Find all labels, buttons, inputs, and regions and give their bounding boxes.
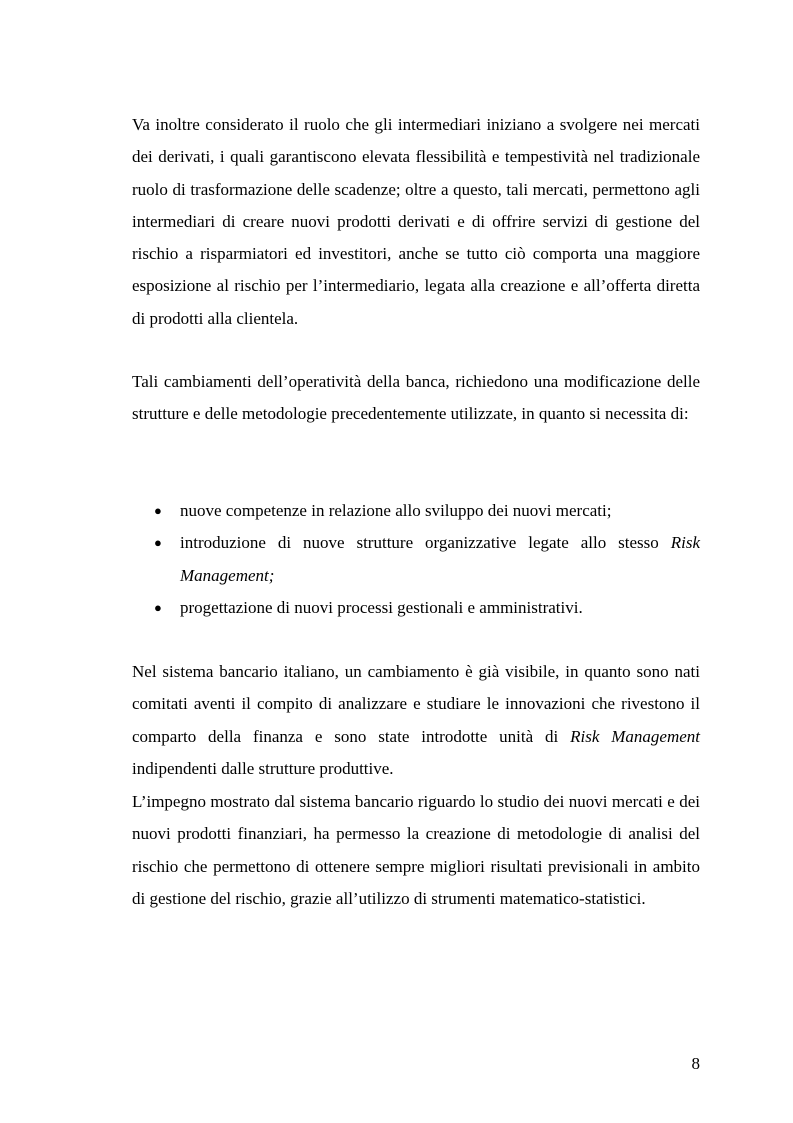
- paragraph-cambiamenti-operativita: Tali cambiamenti dell’operatività della banca, richiedono una modificazione delle strutture e delle metodologie precedentemente utilizzate, in quanto si necessita di:: [132, 372, 700, 424]
- page-number: 8: [691, 1054, 700, 1073]
- bullet-icon: ●: [154, 535, 162, 551]
- bullet-icon: ●: [154, 503, 162, 518]
- paragraph-impegno-sistema: L’impegno mostrato dal sistema bancario riguardo lo studio dei nuovi mercati e dei nuovi prodotti finanziari, ha permesso la creazione di metodologie di analisi del rischio che permettono di ottenere sempre migliori risultati previsionali in ambito di gestione del rischio, grazie all’utilizzo di strumenti matematico-statistici.: [132, 792, 700, 908]
- list-item: [132, 495, 700, 527]
- bullet-list: [132, 495, 700, 624]
- list-item-italic-text: Risk Management;: [180, 533, 700, 585]
- paragraph-intermediari-derivati: Va inoltre considerato il ruolo che gli intermediari iniziano a svolgere nei mercati dei derivati, i quali garantiscono elevata flessibilità e tempestività nel tradizionale ruolo di trasformazione delle scadenze; oltre a questo, tali mercati, permettono agli intermediari di creare nuovi prodotti derivati e di offrire servizi di gestione del rischio a risparmiatori ed investitori, anche se tutto ciò comporta una maggiore esposizione al rischio per l’intermediario, legata alla creazione e all’offerta diretta di prodotti alla clientela.: [132, 115, 700, 328]
- list-item-text: progettazione di nuovi processi gestionali e amministrativi.: [180, 597, 583, 617]
- list-item: [132, 592, 700, 624]
- paragraph-text: indipendenti dalle strutture produttive.: [132, 758, 394, 778]
- paragraph-text: Nel sistema bancario italiano, un cambiamento è già visibile, in quanto sono nati comitati aventi il compito di analizzare e studiare le innovazioni che rivestono il comparto della finanza e sono state introdotte unità di: [132, 662, 700, 746]
- bullet-icon: ●: [154, 599, 162, 615]
- list-item: [132, 527, 700, 592]
- paragraph-italic-text: Risk Management: [570, 726, 700, 746]
- paragraph-sistema-bancario: [132, 656, 700, 785]
- list-item-text: introduzione di nuove strutture organizzative legate allo stesso: [180, 533, 671, 553]
- list-item-text: nuove competenze in relazione allo sviluppo dei nuovi mercati;: [180, 501, 612, 520]
